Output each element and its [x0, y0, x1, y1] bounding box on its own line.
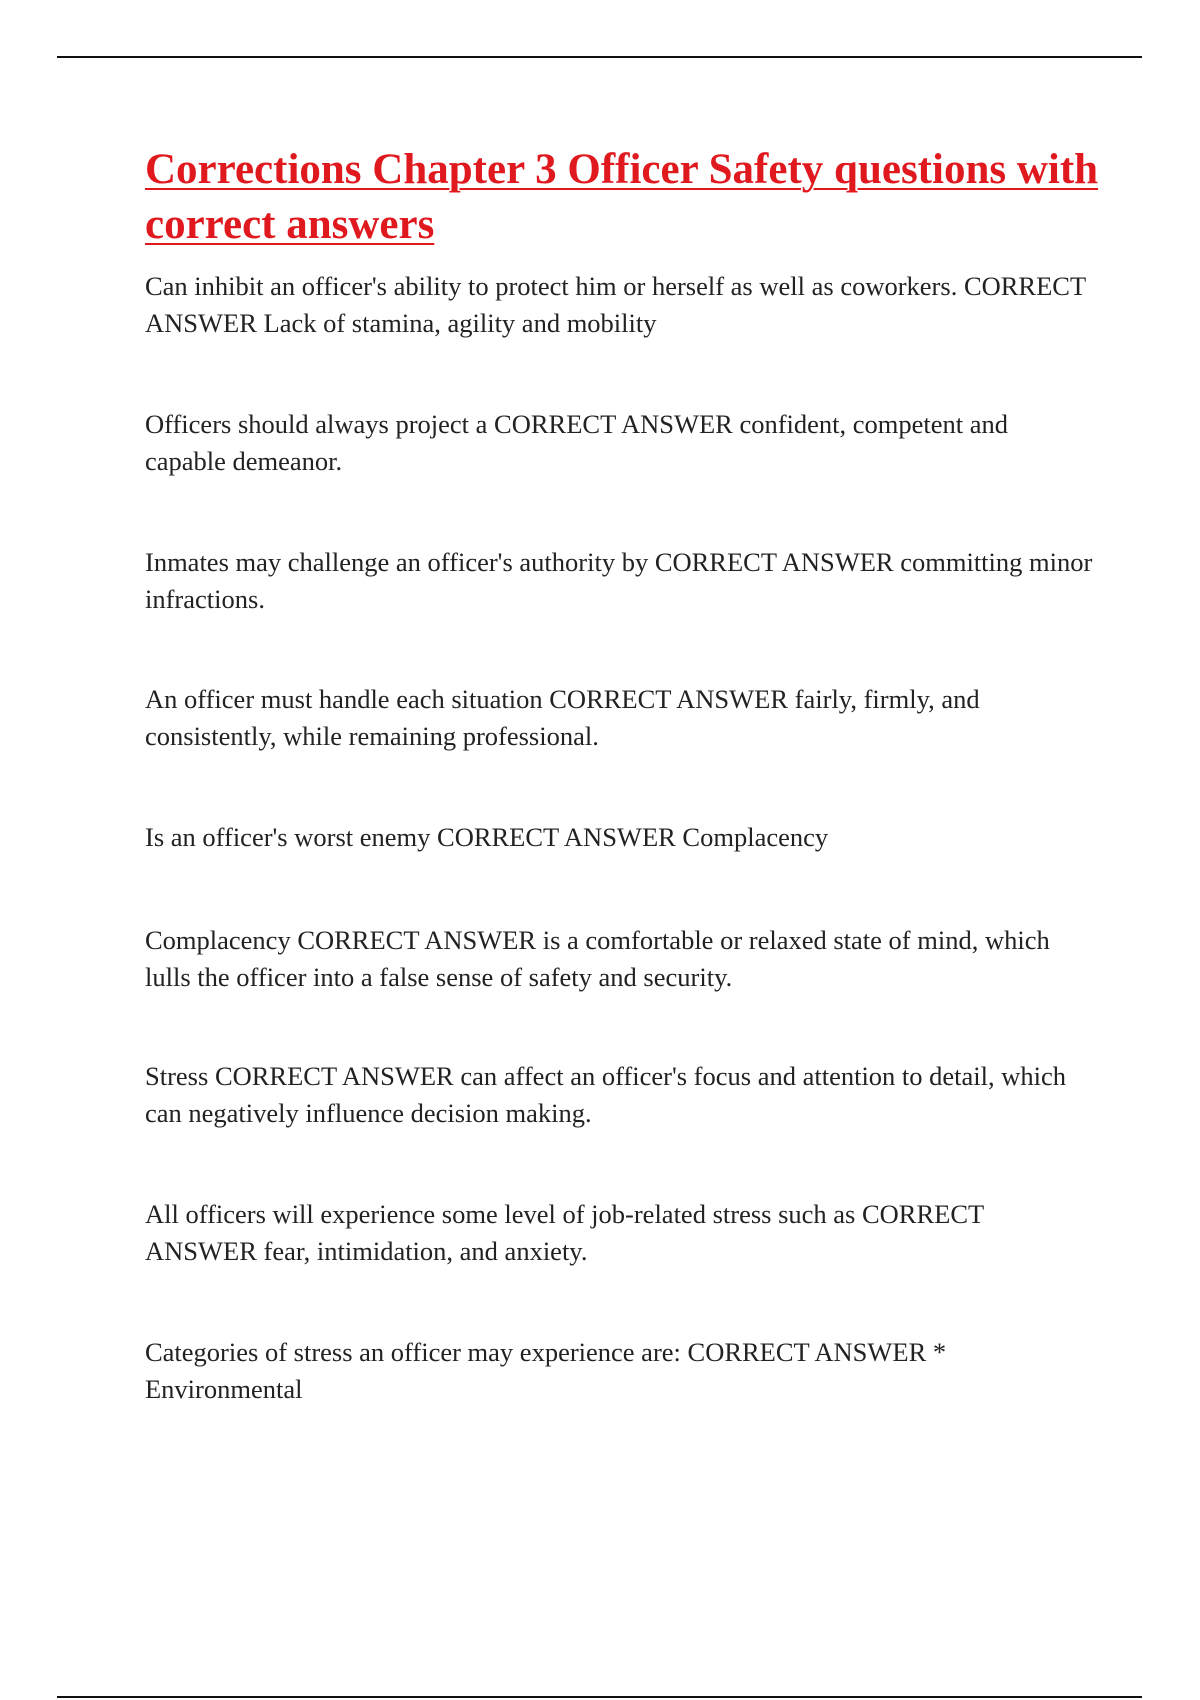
- qa-entry-4: An officer must handle each situation CORRECT ANSWER fairly, firmly, and consistently, while remaining professional.: [145, 684, 980, 751]
- qa-entry-1: Can inhibit an officer's ability to protect him or herself as well as coworkers. CORRECT ANSWER Lack of stamina, agility and mobility: [145, 271, 1086, 338]
- qa-entry-9: Categories of stress an officer may experience are: CORRECT ANSWER * Environmental: [145, 1337, 947, 1404]
- qa-entry-2: Officers should always project a CORRECT ANSWER confident, competent and capable demeanor.: [145, 409, 1009, 476]
- qa-entry-3: Inmates may challenge an officer's authority by CORRECT ANSWER committing minor infractions.: [145, 547, 1093, 614]
- qa-entry-8: All officers will experience some level of job-related stress such as CORRECT ANSWER fear, intimidation, and anxiety.: [145, 1199, 984, 1266]
- qa-entry-6: Complacency CORRECT ANSWER is a comfortable or relaxed state of mind, which lulls the officer into a false sense of safety and security.: [145, 925, 1050, 992]
- document-title: Corrections Chapter 3 Officer Safety questions with correct answers: [145, 146, 1099, 248]
- footer-rule: [57, 1696, 1142, 1698]
- qa-entry-7: Stress CORRECT ANSWER can affect an officer's focus and attention to detail, which can negatively influence decision making.: [145, 1061, 1067, 1128]
- header-rule: [57, 56, 1142, 58]
- qa-entry-5: Is an officer's worst enemy CORRECT ANSWER Complacency: [145, 822, 829, 852]
